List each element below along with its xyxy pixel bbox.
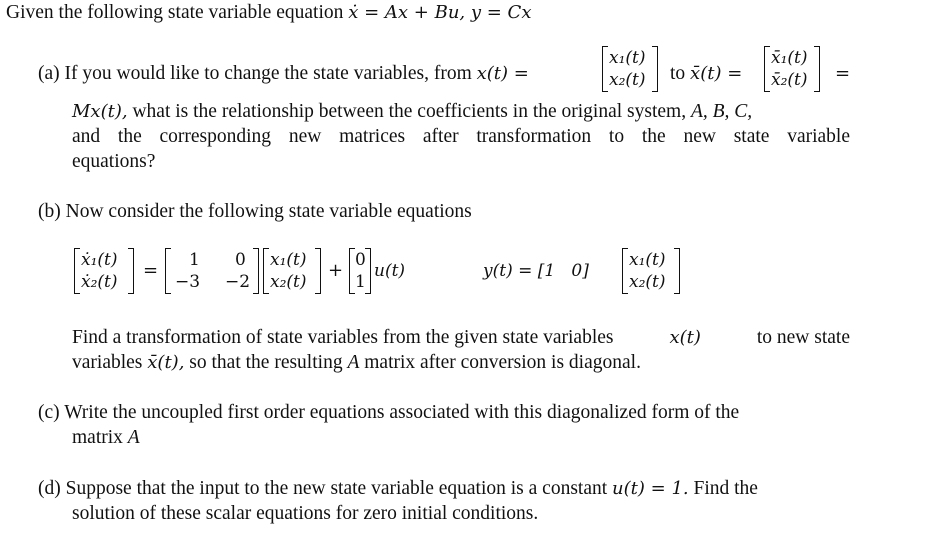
part-b-find-line1-math: x(t) [669, 327, 701, 348]
y-x-vector [622, 248, 680, 294]
part-a-line2 [72, 101, 752, 123]
part-a-to-lhs: x̄(t) = [690, 63, 743, 84]
part-d-label: (d) [38, 478, 61, 499]
x-entry-1: x₁(t) [270, 250, 307, 270]
part-a-line1-text: If you would like to change the state variables, from [64, 63, 472, 84]
part-a-to [670, 63, 742, 85]
y-x-entry-2: x₂(t) [629, 272, 666, 292]
part-a-label: (a) [38, 63, 60, 84]
xdot-entry-2: ẋ₂(t) [81, 272, 118, 292]
part-d-line1-math: u(t) = 1. [612, 478, 689, 499]
part-a-line2-math: Mx(t), [72, 101, 128, 122]
part-a-line2-abc: A, B, C, [690, 101, 753, 122]
a-11: 1 [189, 250, 200, 270]
part-a-to-vector [764, 46, 820, 92]
xdot-vector [74, 248, 134, 294]
part-a-line4 [72, 151, 155, 173]
state-eq-plus: + [328, 260, 344, 281]
part-a-line3 [72, 126, 850, 148]
b-1: 0 [355, 250, 366, 270]
x-entry-2: x₂(t) [270, 272, 307, 292]
to-entry-2: x̄₂(t) [771, 70, 808, 90]
part-a-from-lhs: x(t) = [476, 63, 529, 84]
a-matrix [165, 248, 259, 294]
state-eq-equals: = [143, 260, 159, 281]
x-vector [263, 248, 321, 294]
part-a-from-vector [602, 46, 658, 92]
intro-line [6, 2, 531, 24]
a-12: 0 [235, 250, 246, 270]
a-22: −2 [225, 272, 251, 292]
from-entry-1: x₁(t) [609, 48, 646, 68]
part-d-line2 [72, 503, 538, 525]
part-a-to-word: to [670, 63, 686, 84]
part-c-line2-pre: matrix [72, 427, 123, 448]
part-b-find-line2-post: matrix after conversion is diagonal. [359, 352, 641, 373]
part-c-line2 [72, 427, 140, 449]
from-entry-2: x₂(t) [609, 70, 646, 90]
b-2: 1 [355, 272, 366, 292]
part-b-find-line1-post: to new state [756, 327, 850, 348]
part-d-line2-text: solution of these scalar equations for zero initial conditions. [72, 503, 539, 524]
part-c-line2-A: A [127, 427, 140, 448]
part-b-line1-text: Now consider the following state variable equations [65, 201, 472, 222]
xdot-entry-1: ẋ₁(t) [81, 250, 118, 270]
part-d-line1 [38, 478, 758, 500]
part-b-find-line2-pre: variables [72, 352, 143, 373]
part-b-find-line2-mid: so that the resulting [184, 352, 343, 373]
part-a-line3-text: and the corresponding new matrices after transformation to the new state variable [72, 126, 850, 147]
part-b-line1 [38, 201, 472, 223]
part-c-line1 [38, 402, 739, 424]
part-a-line2-text: what is the relationship between the coefficients in the original system, [127, 101, 687, 122]
part-b-label: (b) [38, 201, 61, 222]
part-c-line1-text: Write the uncoupled first order equations associated with this diagonalized form of the [64, 402, 740, 423]
part-b-find-line1 [72, 327, 850, 349]
y-x-entry-1: x₁(t) [629, 250, 666, 270]
part-a-line1 [38, 63, 529, 85]
part-c-label: (c) [38, 402, 60, 423]
part-b-find-line2-A: A [347, 352, 360, 373]
part-a-line4-text: equations? [72, 151, 156, 172]
part-d-line1-post: Find the [688, 478, 758, 499]
part-b-find-line2 [72, 352, 641, 374]
part-d-line1-pre: Suppose that the input to the new state variable equation is a constant [65, 478, 608, 499]
u-term: u(t) [374, 261, 406, 281]
output-eq-lhs: y(t) = [1 0] [483, 261, 589, 281]
a-21: −3 [175, 272, 201, 292]
part-b-find-line2-math: x̄(t), [147, 352, 185, 373]
part-a-eq-sign: = [835, 63, 851, 84]
to-entry-1: x̄₁(t) [771, 48, 808, 68]
intro-text: Given the following state variable equation [6, 2, 344, 23]
part-b-find-line1-pre: Find a transformation of state variables from the given state variables [72, 327, 614, 348]
b-vector [349, 248, 371, 294]
intro-equation: ẋ = Ax + Bu, y = Cx [348, 2, 532, 23]
